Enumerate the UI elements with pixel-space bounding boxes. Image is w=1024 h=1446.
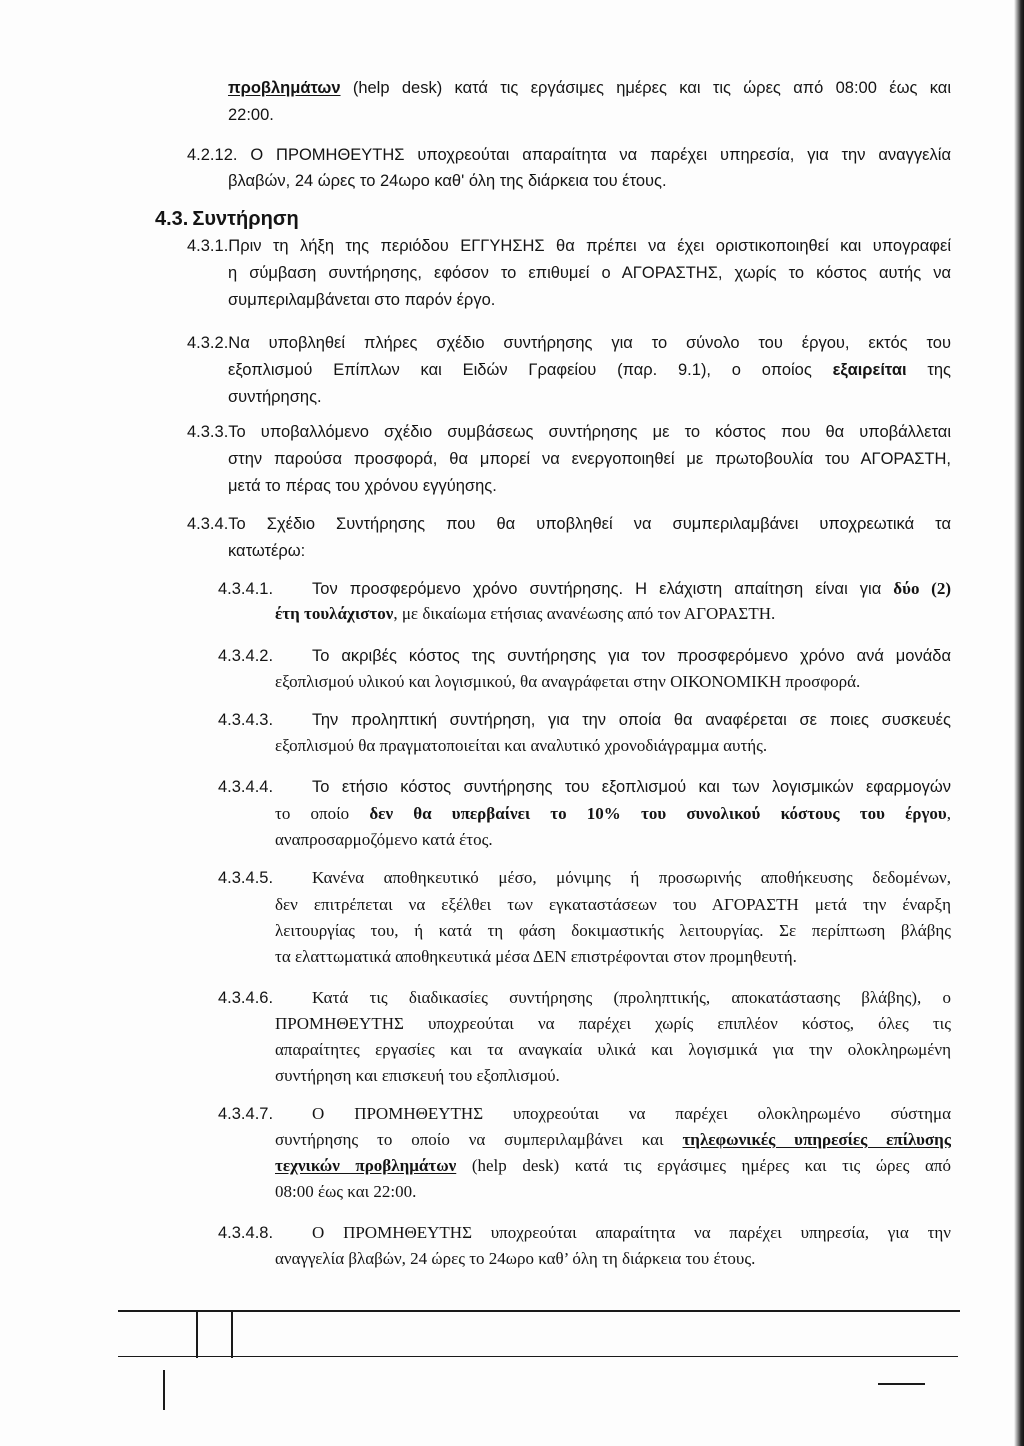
text-line: Ο ΠΡΟΜΗΘΕΥΤΗΣ υποχρεούται να παρέχει ολοκληρωμένο σύστημα xyxy=(312,1104,951,1123)
text-line xyxy=(312,578,951,600)
text-segment: Τον προσφερόμενο χρόνο συντήρησης. Η ελάχιστη απαίτηση είναι για xyxy=(312,580,894,598)
text-line: συμπεριλαμβάνεται στο παρόν έργο. xyxy=(228,291,496,309)
text-line: εξοπλισμού θα πραγματοποιείται και αναλυτικό χρονοδιάγραμμα αυτής. xyxy=(275,736,768,755)
text-segment: συντήρησης το οποίο να συμπεριλαμβάνει και xyxy=(275,1130,683,1149)
bold-underlined-text: τεχνικών προβλημάτων xyxy=(275,1156,457,1175)
bold-text: έτη τουλάχιστον xyxy=(275,604,394,623)
text-line: απαραίτητες εργασίες και τα αναγκαία υλικά και λογισμικά για την ολοκληρωμένη xyxy=(275,1040,951,1059)
text-line: δεν επιτρέπεται να εξέλθει των εγκαταστάσεων του ΑΓΟΡΑΣΤΗ μετά την έναρξη xyxy=(275,895,951,914)
text-line: Το ακριβές κόστος της συντήρησης για τον προσφερόμενο χρόνο ανά μονάδα xyxy=(312,647,951,665)
text-segment: (help desk) κατά τις εργάσιμες ημέρες και τις ώρες από 08:00 έως και xyxy=(340,79,951,97)
text-line: συντήρησης. xyxy=(228,388,322,406)
text-line: 4.3.2.Να υποβληθεί πλήρες σχέδιο συντήρησης για το σύνολο του έργου, εκτός του xyxy=(187,334,951,352)
text-line: 4.3.4.Το Σχέδιο Συντήρησης που θα υποβληθεί να συμπεριλαμβάνει υποχρεωτικά τα xyxy=(187,515,951,533)
bold-underlined-text: τηλεφωνικές υπηρεσίες επίλυσης xyxy=(682,1130,951,1149)
footer-cell-left-border xyxy=(196,1312,198,1358)
text-line: ΠΡΟΜΗΘΕΥΤΗΣ υποχρεούται να παρέχει χωρίς επιπλέον κόστος, όλες τις xyxy=(275,1014,951,1033)
text-line xyxy=(275,603,775,625)
footer-rule-bottom xyxy=(118,1356,958,1357)
text-line: αναγγελία βλαβών, 24 ώρες το 24ωρο καθ’ όλη τη διάρκεια του έτους. xyxy=(275,1249,756,1268)
text-line: Ο ΠΡΟΜΗΘΕΥΤΗΣ υποχρεούται απαραίτητα να παρέχει υπηρεσία, για την xyxy=(312,1223,951,1242)
text-line xyxy=(275,803,951,825)
footer-cell-right-border xyxy=(231,1312,233,1358)
text-line: συντήρηση και επισκευή του εξοπλισμού. xyxy=(275,1066,560,1085)
text-segment: (help desk) κατά τις εργάσιμες ημέρες και τις ώρες από xyxy=(456,1156,951,1175)
bold-text: δεν θα υπερβαίνει το 10% του συνολικού κόστους του έργου xyxy=(369,804,947,823)
subitem-number: 4.3.4.7. xyxy=(218,1105,274,1123)
bold-underlined-text: προβλημάτων xyxy=(228,79,341,97)
bold-text: δύο (2) xyxy=(893,579,951,598)
subitem-number: 4.3.4.8. xyxy=(218,1224,274,1242)
text-segment: το οποίο xyxy=(275,804,370,823)
text-line: αναπροσαρμοζόμενο κατά έτος. xyxy=(275,830,493,849)
text-line: βλαβών, 24 ώρες το 24ωρο καθ' όλη της διάρκεια του έτους. xyxy=(228,172,667,190)
text-line: 08:00 έως και 22:00. xyxy=(275,1182,417,1201)
subitem-number: 4.3.4.2. xyxy=(218,647,274,665)
text-line: Την προληπτική συντήρηση, για την οποία θα αναφέρεται σε ποιες συσκευές xyxy=(312,711,951,729)
text-line: Κατά τις διαδικασίες συντήρησης (προληπτικής, αποκατάστασης βλάβης), ο xyxy=(312,988,951,1007)
text-line: 4.3.1.Πριν τη λήξη της περιόδου ΕΓΓΥΗΣΗΣ θα πρέπει να έχει οριστικοποιηθεί και υπογραφεί xyxy=(187,237,951,255)
text-line: 22:00. xyxy=(228,106,274,124)
subitem-number: 4.3.4.4. xyxy=(218,778,274,796)
text-line: 4.2.12. Ο ΠΡΟΜΗΘΕΥΤΗΣ υποχρεούται απαραίτητα να παρέχει υπηρεσία, για την αναγγελία xyxy=(187,146,951,164)
footer-rule-top xyxy=(118,1310,960,1312)
subitem-number: 4.3.4.1. xyxy=(218,580,274,598)
section-number: 4.3. xyxy=(155,208,189,230)
subitem-number: 4.3.4.5. xyxy=(218,869,274,887)
text-line: Το ετήσιο κόστος συντήρησης του εξοπλισμού και των λογισμικών εφαρμογών xyxy=(312,778,951,796)
text-line: η σύμβαση συντήρησης, εφόσον το επιθυμεί ο ΑΓΟΡΑΣΤΗΣ, χωρίς το κόστος αυτής να xyxy=(228,264,951,282)
text-segment: , xyxy=(946,804,951,823)
text-line: στην παρούσα προσφορά, θα μπορεί να ενεργοποιηθεί με πρωτοβουλία του ΑΓΟΡΑΣΤΗ, xyxy=(228,450,951,468)
scan-border xyxy=(1014,0,1024,1446)
text-segment: , με δικαίωμα ετήσιας ανανέωσης από τον ΑΓΟΡΑΣΤΗ. xyxy=(393,604,776,623)
section-title: Συντήρηση xyxy=(192,208,299,230)
text-line: λειτουργίας του, ή κατά τη φάση δοκιμαστικής λειτουργίας. Σε περίπτωση βλάβης xyxy=(275,921,951,940)
text-segment: της xyxy=(906,361,951,379)
text-line: εξοπλισμού υλικού και λογισμικού, θα αναγράφεται στην ΟΙΚΟΝΟΜΙΚΗ προσφορά. xyxy=(275,672,861,691)
text-segment: εξοπλισμού Επίπλων και Ειδών Γραφείου (παρ. 9.1), ο οποίος xyxy=(228,361,833,379)
text-line xyxy=(228,359,951,381)
section-heading xyxy=(155,206,299,232)
bold-text: εξαιρείται xyxy=(832,361,907,379)
subitem-number: 4.3.4.3. xyxy=(218,711,274,729)
text-line xyxy=(275,1129,951,1151)
text-line: τα ελαττωματικά αποθηκευτικά μέσα ΔΕΝ επιστρέφονται στον προμηθευτή. xyxy=(275,947,797,966)
text-line xyxy=(275,1155,951,1177)
text-line: μετά το πέρας του χρόνου εγγύησης. xyxy=(228,477,497,495)
text-line xyxy=(228,77,951,99)
subitem-number: 4.3.4.6. xyxy=(218,989,274,1007)
text-line: 4.3.3.Το υποβαλλόμενο σχέδιο συμβάσεως συντήρησης με το κόστος που θα υποβάλλεται xyxy=(187,423,951,441)
footer-short-dash xyxy=(878,1383,925,1385)
footer-vertical-mark xyxy=(163,1370,165,1410)
text-line: Κανένα αποθηκευτικό μέσο, μόνιμης ή προσωρινής αποθήκευσης δεδομένων, xyxy=(312,868,951,887)
text-line: κατωτέρω: xyxy=(228,542,306,560)
